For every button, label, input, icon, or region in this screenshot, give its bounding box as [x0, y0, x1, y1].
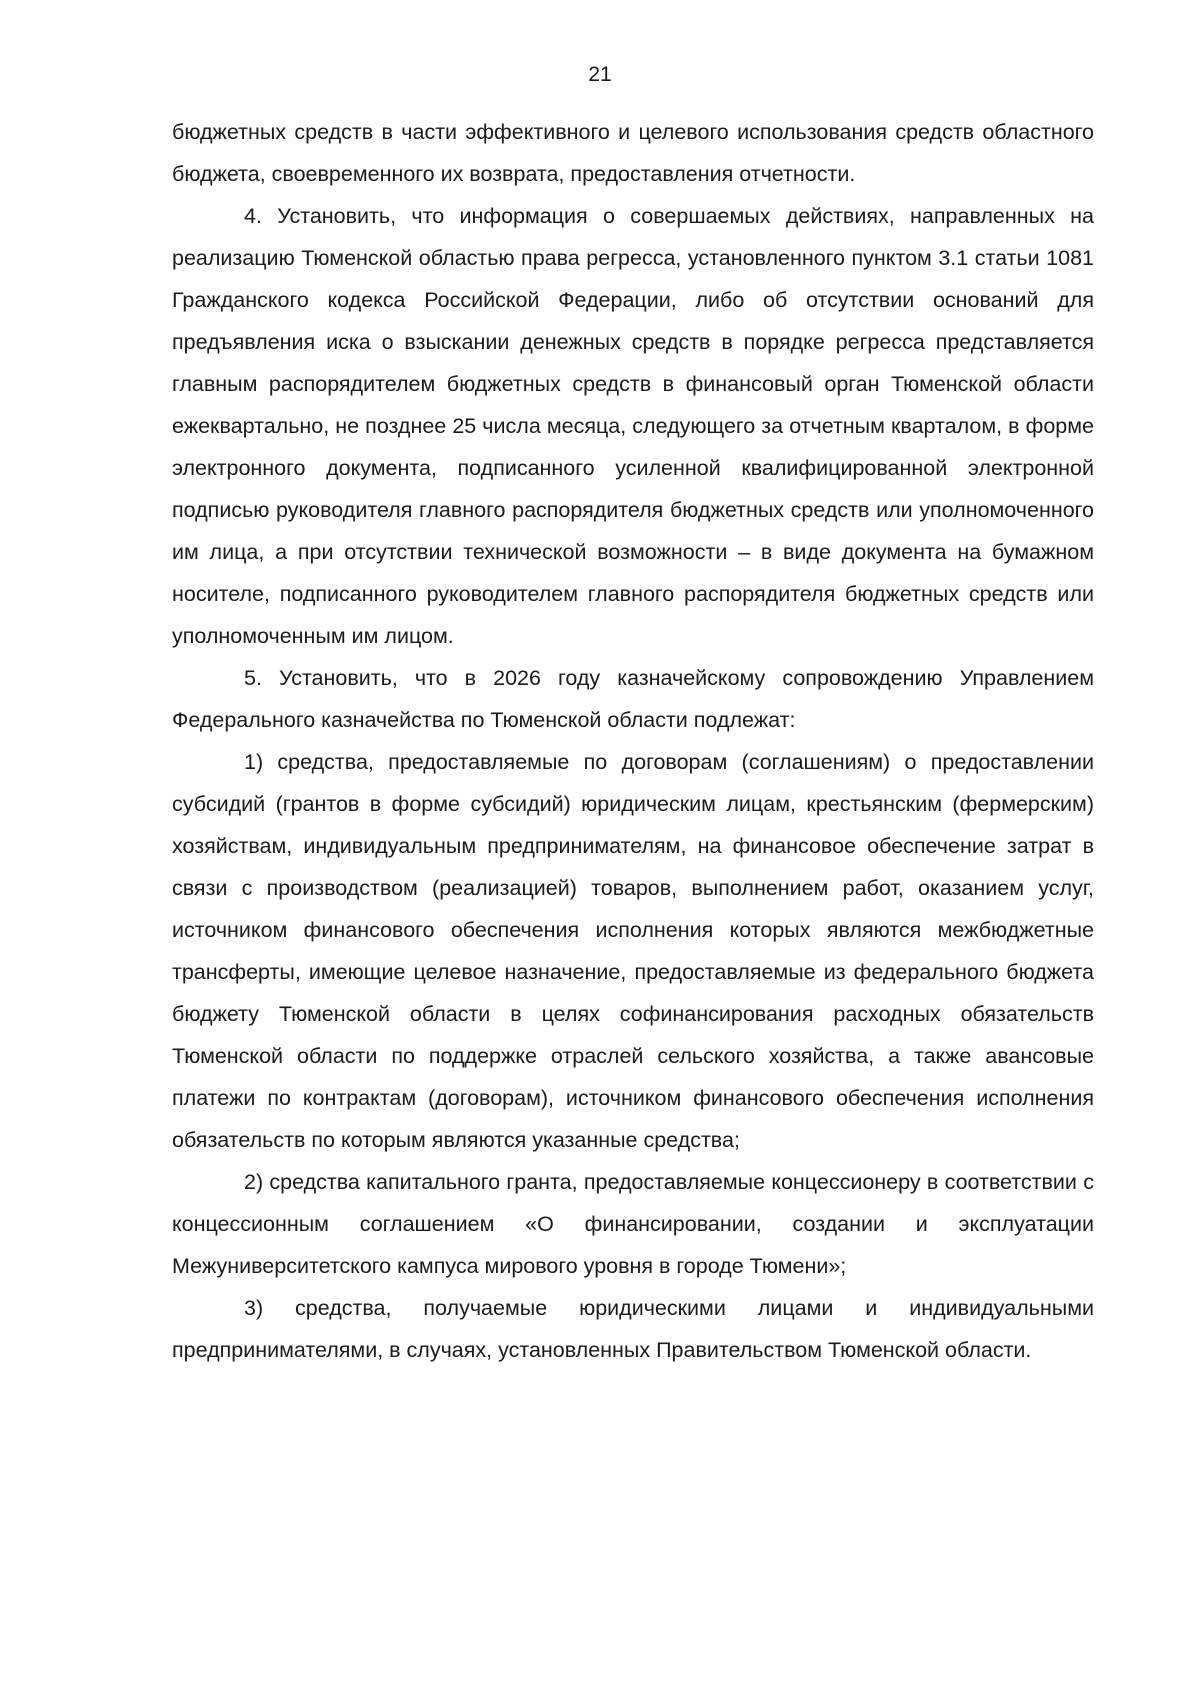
document-body	[172, 111, 1094, 1371]
paragraph-item-5-3: 3) средства, получаемые юридическими лицами и индивидуальными предпринимателями, в случаях, установленных Правительством Тюменской области.	[172, 1296, 1094, 1362]
paragraph-item-4: 4. Установить, что информация о совершаемых действиях, направленных на реализацию Тюменской областью права регресса, установленного пунктом 3.1 статьи 1081 Гражданского кодекса Российской Федерации, либо об отсутствии оснований для предъявления иска о взыскании денежных средств в порядке регресса представляется главным распорядителем бюджетных средств в финансовый орган Тюменской области ежеквартально, не позднее 25 числа месяца, следующего за отчетным кварталом, в форме электронного документа, подписанного усиленной квалифицированной электронной подписью руководителя главного распорядителя бюджетных средств или уполномоченного им лица, а при отсутствии технической возможности – в виде документа на бумажном носителе, подписанного руководителем главного распорядителя бюджетных средств или уполномоченным им лицом.	[172, 204, 1094, 648]
paragraph-item-5-1: 1) средства, предоставляемые по договорам (соглашениям) о предоставлении субсидий (грантов в форме субсидий) юридическим лицам, крестьянским (фермерским) хозяйствам, индивидуальным предпринимателям, на финансовое обеспечение затрат в связи с производством (реализацией) товаров, выполнением работ, оказанием услуг, источником финансового обеспечения исполнения которых являются межбюджетные трансферты, имеющие целевое назначение, предоставляемые из федерального бюджета бюджету Тюменской области в целях софинансирования расходных обязательств Тюменской области по поддержке отраслей сельского хозяйства, а также авансовые платежи по контрактам (договорам), источником финансового обеспечения исполнения обязательств по которым являются указанные средства;	[172, 750, 1094, 1152]
paragraph-item-5: 5. Установить, что в 2026 году казначейскому сопровождению Управлением Федерального казначейства по Тюменской области подлежат:	[172, 666, 1094, 732]
paragraph-continuation: бюджетных средств в части эффективного и целевого использования средств областного бюджета, своевременного их возврата, предоставления отчетности.	[172, 120, 1094, 186]
page-number: 21	[588, 63, 612, 86]
paragraph-item-5-2: 2) средства капитального гранта, предоставляемые концессионеру в соответствии с концессионным соглашением «О финансировании, создании и эксплуатации Межуниверситетского кампуса мирового уровня в городе Тюмени»;	[172, 1170, 1094, 1278]
